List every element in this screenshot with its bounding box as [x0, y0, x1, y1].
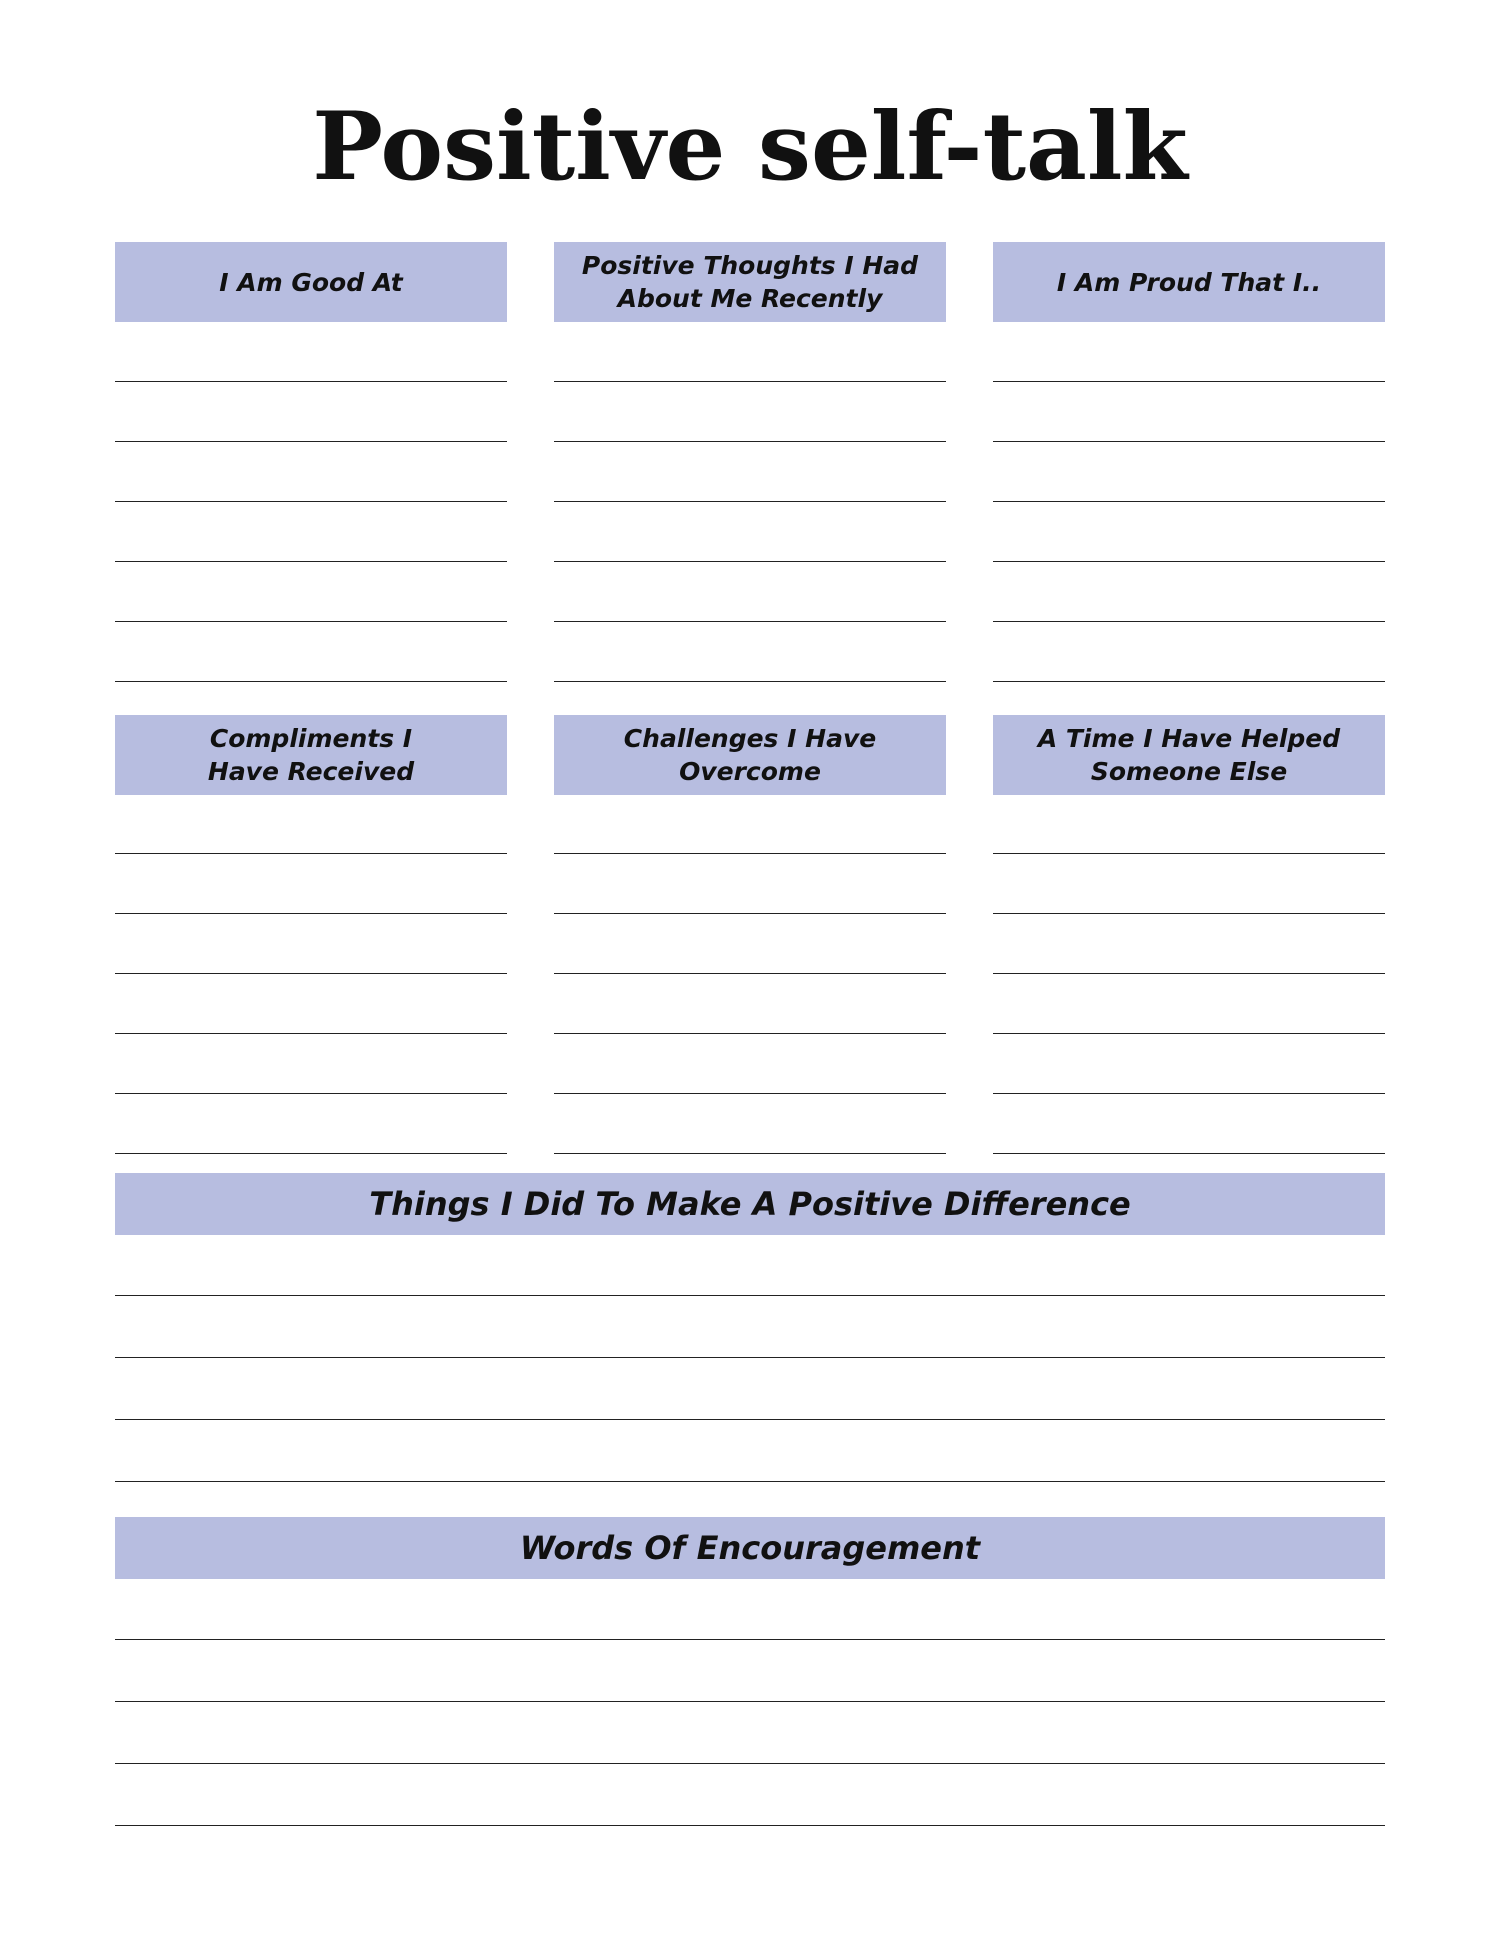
- writing-line[interactable]: [115, 1481, 1385, 1482]
- writing-line[interactable]: [115, 1701, 1385, 1702]
- writing-line[interactable]: [993, 501, 1385, 502]
- writing-line[interactable]: [554, 1033, 946, 1034]
- writing-line[interactable]: [115, 1153, 507, 1154]
- header-line-1: A Time I Have Helped: [1037, 724, 1341, 753]
- writing-line[interactable]: [554, 973, 946, 974]
- header-line-1: I Am Proud That I..: [1056, 267, 1322, 297]
- writing-line[interactable]: [554, 913, 946, 914]
- writing-line[interactable]: [554, 501, 946, 502]
- header-line-1: I Am Good At: [219, 267, 403, 297]
- writing-line[interactable]: [115, 1357, 1385, 1358]
- writing-line[interactable]: [993, 441, 1385, 442]
- writing-line[interactable]: [993, 1093, 1385, 1094]
- writing-line[interactable]: [115, 441, 507, 442]
- header-i-am-good-at: [115, 242, 507, 322]
- writing-line[interactable]: [115, 501, 507, 502]
- header-i-am-proud: [993, 242, 1385, 322]
- header-line-2: About Me Recently: [617, 284, 883, 313]
- header-challenges: [554, 715, 946, 795]
- writing-line[interactable]: [115, 853, 507, 854]
- writing-line[interactable]: [115, 621, 507, 622]
- writing-line[interactable]: [115, 681, 507, 682]
- writing-line[interactable]: [115, 1295, 1385, 1296]
- header-compliments: [115, 715, 507, 795]
- writing-line[interactable]: [554, 621, 946, 622]
- writing-line[interactable]: [993, 1153, 1385, 1154]
- header-positive-difference: Things I Did To Make A Positive Difference: [115, 1173, 1385, 1235]
- header-line-1: Challenges I Have: [623, 724, 877, 753]
- header-helped-someone: [993, 715, 1385, 795]
- writing-line[interactable]: [993, 681, 1385, 682]
- writing-line[interactable]: [115, 1093, 507, 1094]
- writing-line[interactable]: [554, 1153, 946, 1154]
- writing-line[interactable]: [115, 1639, 1385, 1640]
- writing-line[interactable]: [115, 1825, 1385, 1826]
- header-words-of-encouragement: Words Of Encouragement: [115, 1517, 1385, 1579]
- header-line-1: Positive Thoughts I Had: [581, 251, 919, 280]
- header-line-1: Compliments I: [209, 724, 413, 753]
- header-line-2: Have Received: [207, 757, 415, 786]
- writing-line[interactable]: [554, 681, 946, 682]
- writing-line[interactable]: [554, 853, 946, 854]
- writing-line[interactable]: [115, 913, 507, 914]
- writing-line[interactable]: [993, 973, 1385, 974]
- writing-line[interactable]: [993, 561, 1385, 562]
- writing-line[interactable]: [115, 1419, 1385, 1420]
- writing-line[interactable]: [115, 973, 507, 974]
- header-line-2: Someone Else: [1090, 757, 1288, 786]
- writing-line[interactable]: [554, 381, 946, 382]
- writing-line[interactable]: [554, 1093, 946, 1094]
- writing-line[interactable]: [115, 561, 507, 562]
- writing-line[interactable]: [115, 1033, 507, 1034]
- header-line-2: Overcome: [679, 757, 821, 786]
- writing-line[interactable]: [993, 381, 1385, 382]
- writing-line[interactable]: [993, 621, 1385, 622]
- writing-line[interactable]: [554, 561, 946, 562]
- header-positive-thoughts: [554, 242, 946, 322]
- writing-line[interactable]: [993, 853, 1385, 854]
- writing-line[interactable]: [115, 381, 507, 382]
- page-title: Positive self-talk: [312, 92, 1188, 202]
- writing-line[interactable]: [993, 1033, 1385, 1034]
- writing-line[interactable]: [554, 441, 946, 442]
- writing-line[interactable]: [115, 1763, 1385, 1764]
- writing-line[interactable]: [993, 913, 1385, 914]
